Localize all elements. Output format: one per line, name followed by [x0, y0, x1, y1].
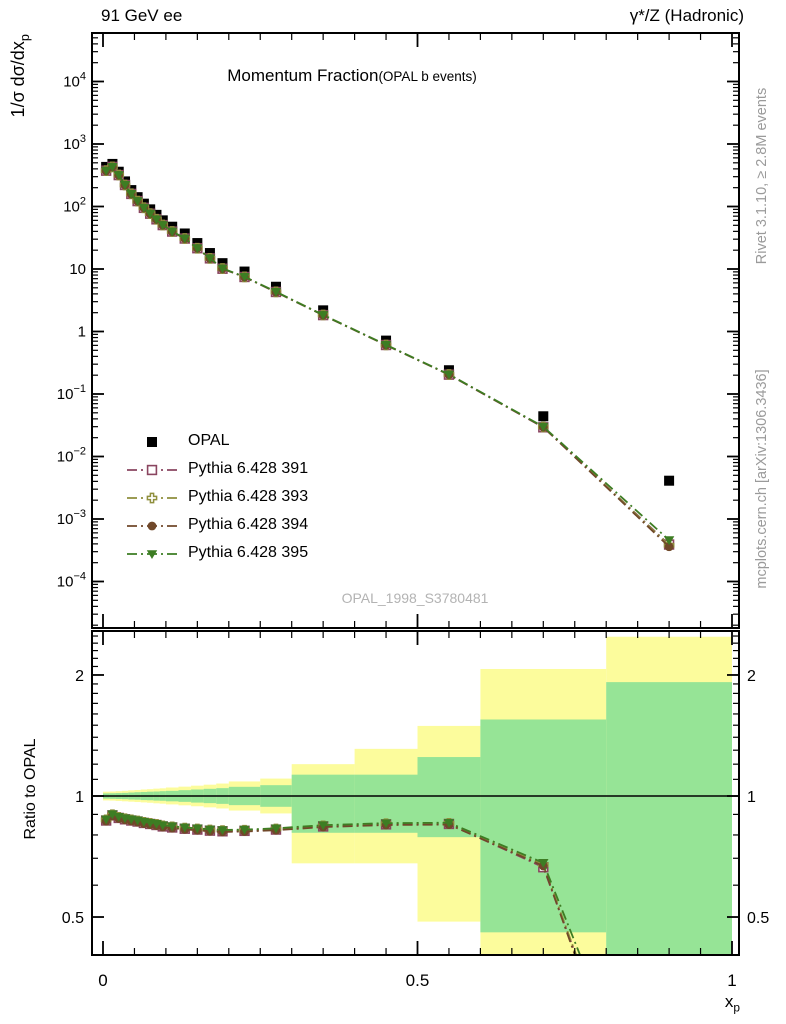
top-y-axis-label: 1/σ $d\sigma/dx_p$: [8, 34, 32, 118]
ratio-tick-label-right: 0.5: [747, 910, 770, 928]
y-tick-label: $10^4$: [63, 70, 86, 91]
top-panel-data: [101, 159, 674, 551]
y-tick-label: $10^{-3}$: [56, 508, 86, 528]
x-tick-label: 0.5: [405, 971, 430, 990]
y-tick-label: 1: [77, 323, 86, 341]
y-tick-label: $10^{-1}$: [56, 383, 86, 403]
plot-title-main: Momentum Fraction: [227, 66, 379, 85]
header-beam-energy: 91 GeV ee: [101, 6, 183, 25]
rivet-version-note: Rivet 3.1.10, ≥ 2.8M events: [754, 87, 770, 265]
x-tick-label: 0: [98, 971, 108, 990]
y-tick-label: $10^3$: [63, 133, 86, 153]
legend-item-pythia-393: Pythia 6.428 393: [188, 488, 309, 505]
ratio-tick-label-left: 1: [75, 789, 84, 806]
ratio-y-axis-label: Ratio to OPAL: [22, 738, 39, 840]
series-pythia-6.428-395: [101, 163, 674, 545]
plot-title-sub: (OPAL b events): [378, 69, 477, 84]
band-green: [606, 682, 732, 969]
x-tick-label: 1: [727, 971, 737, 990]
ratio-tick-label-left: 0.5: [61, 910, 84, 928]
y-tick-label: 10: [69, 261, 86, 278]
ratio-tick-label-left: 2: [75, 667, 84, 685]
legend-item-pythia-391: Pythia 6.428 391: [188, 460, 309, 477]
band-green: [480, 719, 606, 932]
y-tick-label: $10^2$: [63, 195, 86, 216]
plot-title: [92, 66, 612, 86]
ratio-tick-label-right: 2: [747, 667, 756, 685]
legend-item-pythia-395: Pythia 6.428 395: [188, 544, 309, 561]
legend-item-opal: OPAL: [188, 432, 230, 449]
mcplots-arxiv-note: mcplots.cern.ch [arXiv:1306.3436]: [754, 369, 770, 589]
analysis-id-watermark: OPAL_1998_S3780481: [341, 590, 489, 606]
y-tick-label: $10^{-2}$: [56, 445, 86, 466]
x-axis-label: $x_p$: [724, 992, 740, 1015]
header-process: γ*/Z (Hadronic): [629, 6, 744, 25]
legend-markers: [127, 437, 178, 559]
ratio-uncertainty-bands: [103, 637, 732, 970]
legend-item-pythia-394: Pythia 6.428 394: [188, 516, 309, 533]
y-tick-label: $10^{-4}$: [56, 570, 86, 591]
ratio-tick-label-right: 1: [747, 789, 756, 806]
